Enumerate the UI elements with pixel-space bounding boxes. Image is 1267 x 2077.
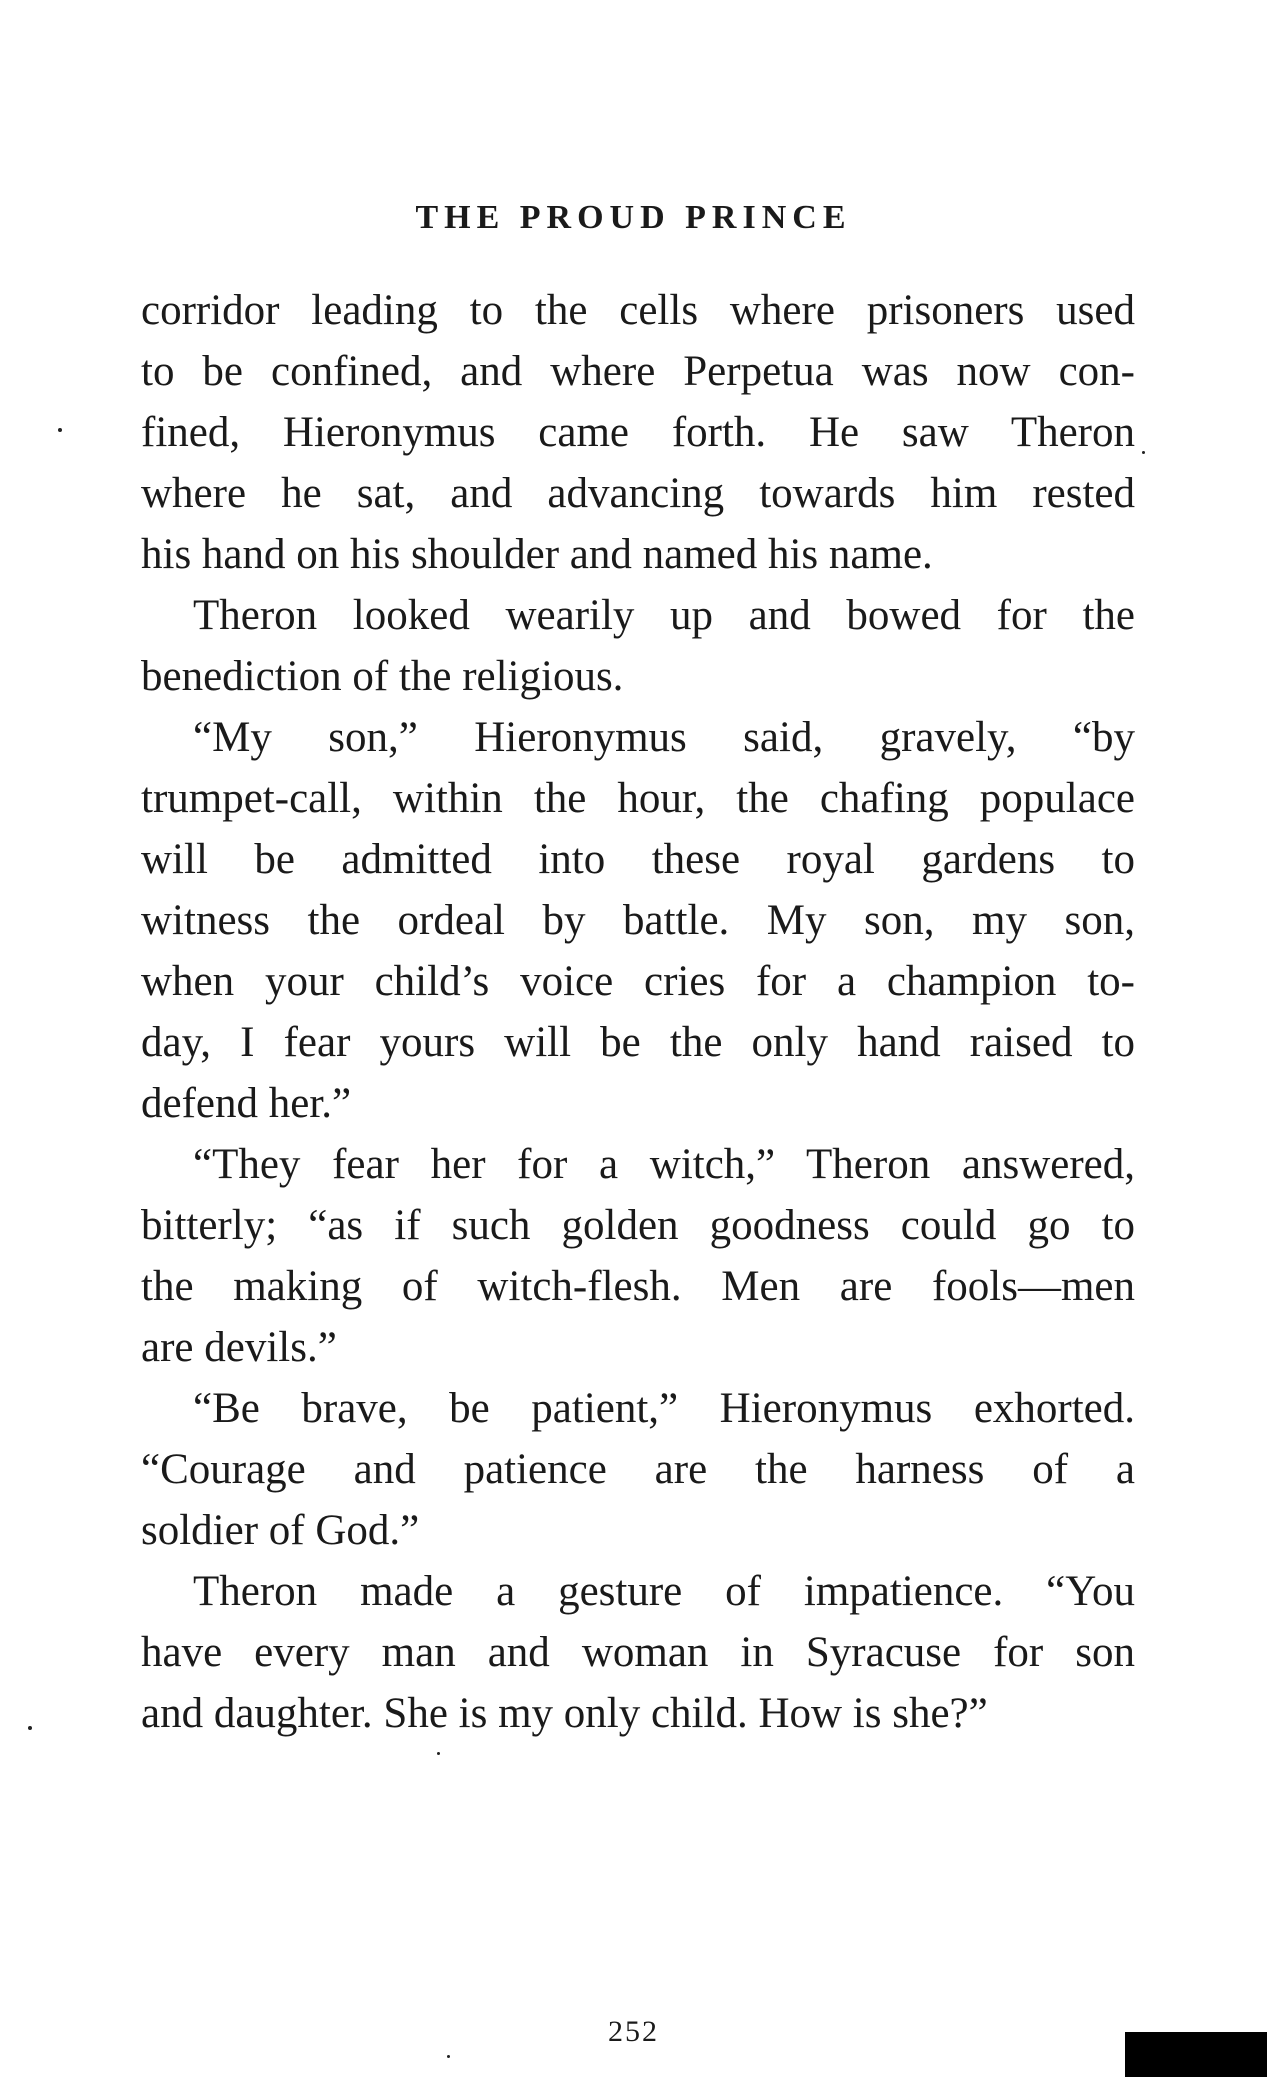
body-text [141,280,1135,1744]
text-line: defend her.” [141,1080,352,1127]
text-line: day, I fear yours will be the only hand raised to [141,1019,1135,1066]
text-line: trumpet-call, within the hour, the chafing populace [141,775,1135,822]
running-head-title: THE PROUD PRINCE [415,199,852,236]
scan-speck [58,428,62,432]
text-line: fined, Hieronymus came forth. He saw Theron [141,409,1135,456]
scan-speck [28,1726,32,1730]
text-line: corridor leading to the cells where prisoners used [141,287,1135,334]
scan-speck [437,1752,440,1755]
text-line: Theron looked wearily up and bowed for the [193,592,1135,639]
text-line: and daughter. She is my only child. How is she?” [141,1690,988,1737]
text-line: “Courage and patience are the harness of a [141,1446,1135,1493]
text-line: are devils.” [141,1324,337,1371]
text-line: bitterly; “as if such golden goodness could go to [141,1202,1135,1249]
scan-speck [447,2055,450,2058]
text-line: will be admitted into these royal gardens to [141,836,1135,883]
scan-edge-mark [1125,2032,1267,2077]
text-line: witness the ordeal by battle. My son, my son, [141,897,1135,944]
text-line: soldier of God.” [141,1507,420,1554]
page-number: 252 [608,2015,659,2048]
text-line: benediction of the religious. [141,653,624,700]
text-line: have every man and woman in Syracuse for son [141,1629,1135,1676]
text-line: the making of witch-flesh. Men are fools—men [141,1263,1135,1310]
text-line: when your child’s voice cries for a champion to- [141,958,1135,1005]
text-line: “Be brave, be patient,” Hieronymus exhorted. [193,1385,1135,1432]
text-line: Theron made a gesture of impatience. “You [193,1568,1135,1615]
text-line: “They fear her for a witch,” Theron answered, [193,1141,1135,1188]
text-line: “My son,” Hieronymus said, gravely, “by [193,714,1135,761]
text-line: his hand on his shoulder and named his name. [141,531,933,578]
text-line: to be confined, and where Perpetua was now con- [141,348,1135,395]
text-line: where he sat, and advancing towards him rested [141,470,1135,517]
scan-speck [1142,451,1145,454]
